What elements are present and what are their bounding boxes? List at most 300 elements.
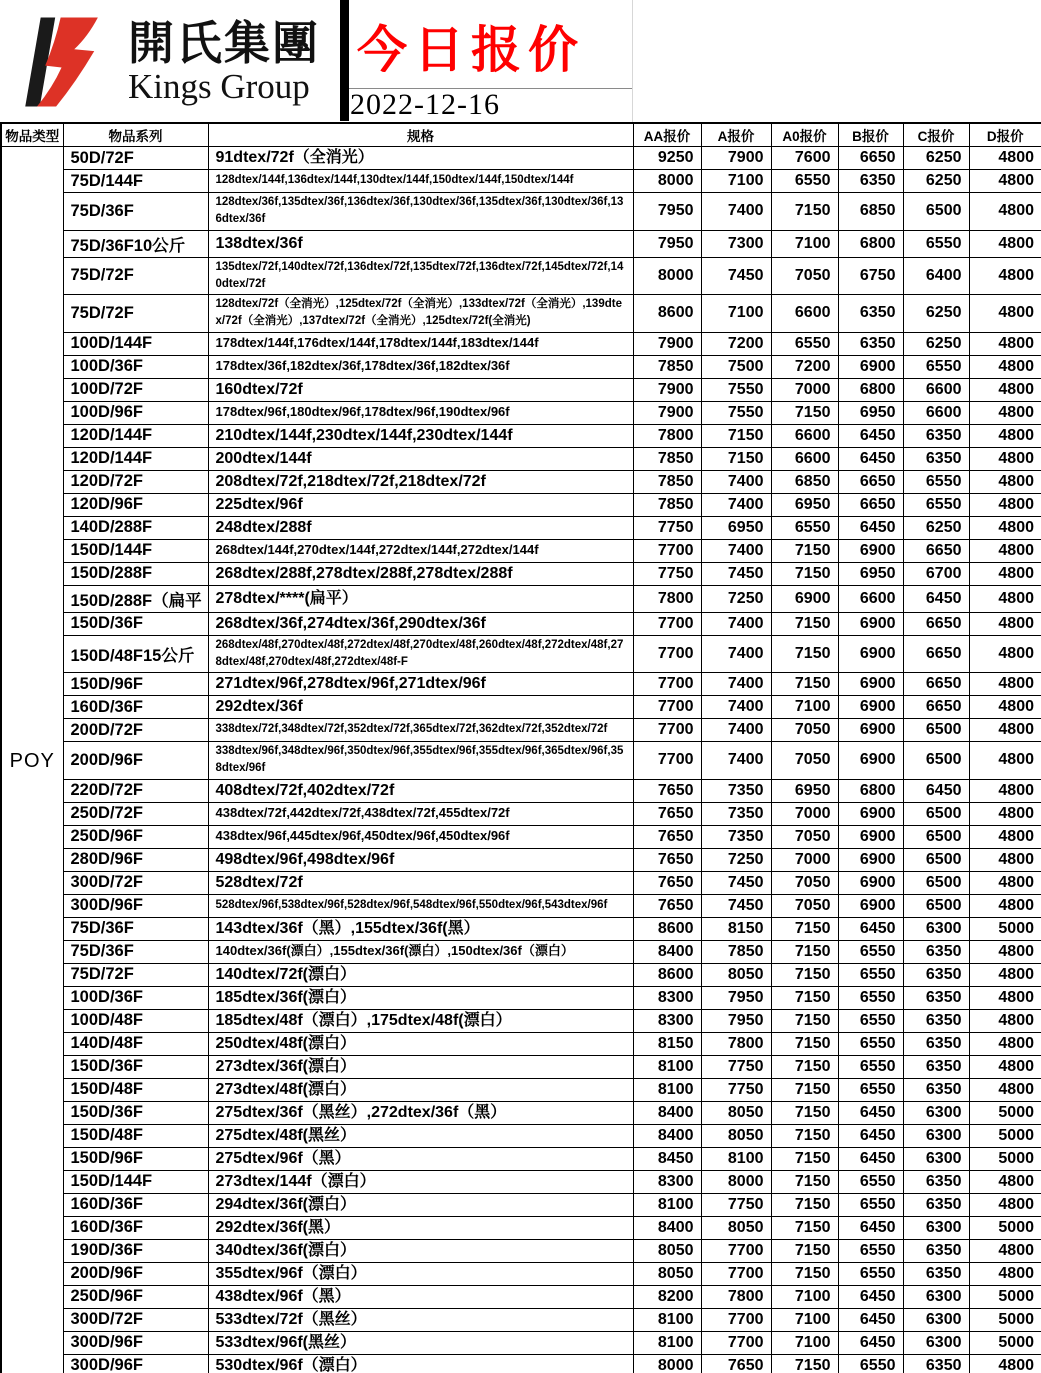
price-cell-d: 5000 <box>969 1331 1041 1354</box>
price-cell-d: 4800 <box>969 635 1041 673</box>
price-cell-aa: 8100 <box>633 1308 701 1331</box>
series-cell: 160D/36F <box>63 1193 208 1216</box>
table-row <box>1 424 1041 447</box>
price-cell-c: 6250 <box>903 147 969 170</box>
series-cell: 100D/48F <box>63 1009 208 1032</box>
price-cell-a: 8050 <box>701 963 771 986</box>
table-row <box>1 635 1041 673</box>
series-cell: 150D/36F <box>63 612 208 635</box>
spec-cell: 355dtex/96f（漂白） <box>208 1262 633 1285</box>
table-row <box>1 1308 1041 1331</box>
price-table <box>0 122 1041 1373</box>
price-cell-d: 4800 <box>969 871 1041 894</box>
series-cell: 120D/144F <box>63 424 208 447</box>
price-cell-c: 6500 <box>903 719 969 742</box>
price-cell-c: 6300 <box>903 1101 969 1124</box>
page-header <box>0 0 1041 122</box>
price-cell-d: 4800 <box>969 470 1041 493</box>
price-cell-c: 6350 <box>903 1193 969 1216</box>
price-cell-c: 6550 <box>903 355 969 378</box>
price-cell-c: 6350 <box>903 447 969 470</box>
price-cell-aa: 8300 <box>633 1170 701 1193</box>
table-row <box>1 917 1041 940</box>
price-cell-b: 6550 <box>838 1009 903 1032</box>
price-cell-aa: 8400 <box>633 1101 701 1124</box>
price-cell-a0: 6600 <box>771 295 838 333</box>
price-cell-a: 7400 <box>701 193 771 231</box>
price-cell-b: 6550 <box>838 986 903 1009</box>
series-cell: 75D/72F <box>63 257 208 295</box>
table-row <box>1 562 1041 585</box>
price-cell-a: 7450 <box>701 257 771 295</box>
company-name-en: Kings Group <box>128 66 310 106</box>
col-header-4: A报价 <box>701 123 771 147</box>
table-row <box>1 825 1041 848</box>
price-cell-aa: 7650 <box>633 802 701 825</box>
spec-cell: 528dtex/72f <box>208 871 633 894</box>
table-row <box>1 170 1041 193</box>
price-cell-b: 6450 <box>838 917 903 940</box>
price-cell-b: 6550 <box>838 1354 903 1373</box>
price-cell-a0: 7050 <box>771 742 838 780</box>
price-cell-a: 7550 <box>701 401 771 424</box>
price-cell-c: 6300 <box>903 1331 969 1354</box>
price-cell-b: 6900 <box>838 802 903 825</box>
price-cell-a0: 7150 <box>771 940 838 963</box>
price-cell-b: 6450 <box>838 1285 903 1308</box>
spec-cell: 292dtex/36f <box>208 696 633 719</box>
spec-cell: 273dtex/36f(漂白） <box>208 1055 633 1078</box>
price-cell-d: 4800 <box>969 779 1041 802</box>
table-row <box>1 1239 1041 1262</box>
table-row <box>1 1331 1041 1354</box>
series-cell: 120D/144F <box>63 447 208 470</box>
series-cell: 200D/72F <box>63 719 208 742</box>
series-cell: 75D/36F <box>63 193 208 231</box>
price-cell-c: 6500 <box>903 871 969 894</box>
price-cell-d: 4800 <box>969 894 1041 917</box>
table-row <box>1 470 1041 493</box>
spec-cell: 533dtex/96f(黑丝） <box>208 1331 633 1354</box>
price-cell-b: 6350 <box>838 332 903 355</box>
price-cell-a: 7150 <box>701 447 771 470</box>
price-cell-b: 6550 <box>838 1262 903 1285</box>
price-cell-d: 5000 <box>969 1308 1041 1331</box>
page-title: 今日报价 <box>357 22 585 78</box>
price-cell-d: 4800 <box>969 230 1041 257</box>
table-row <box>1 332 1041 355</box>
price-cell-a: 7400 <box>701 539 771 562</box>
series-cell: 150D/48F15公斤 <box>63 635 208 673</box>
price-cell-aa: 7700 <box>633 673 701 696</box>
spec-cell: 408dtex/72f,402dtex/72f <box>208 779 633 802</box>
series-cell: 150D/96F <box>63 1147 208 1170</box>
price-cell-aa: 8000 <box>633 1354 701 1373</box>
table-row <box>1 1262 1041 1285</box>
table-row <box>1 719 1041 742</box>
price-cell-a: 8050 <box>701 1101 771 1124</box>
series-cell: 150D/144F <box>63 539 208 562</box>
price-cell-b: 6550 <box>838 1239 903 1262</box>
price-cell-aa: 7700 <box>633 612 701 635</box>
price-cell-c: 6300 <box>903 1216 969 1239</box>
spec-cell: 294dtex/36f(漂白） <box>208 1193 633 1216</box>
price-cell-c: 6500 <box>903 848 969 871</box>
spec-cell: 140dtex/36f(漂白）,155dtex/36f(漂白）,150dtex/36f（漂白） <box>208 940 633 963</box>
spec-cell: 292dtex/36f(黑） <box>208 1216 633 1239</box>
price-cell-aa: 8600 <box>633 917 701 940</box>
price-cell-c: 6350 <box>903 1055 969 1078</box>
price-cell-c: 6350 <box>903 940 969 963</box>
price-cell-b: 6600 <box>838 585 903 612</box>
price-cell-a: 8100 <box>701 1147 771 1170</box>
price-cell-c: 6300 <box>903 1308 969 1331</box>
price-cell-c: 6350 <box>903 963 969 986</box>
series-cell: 150D/36F <box>63 1055 208 1078</box>
price-cell-d: 4800 <box>969 170 1041 193</box>
price-cell-a: 7400 <box>701 470 771 493</box>
price-cell-a0: 7600 <box>771 147 838 170</box>
price-cell-c: 6650 <box>903 612 969 635</box>
price-cell-b: 6900 <box>838 696 903 719</box>
price-cell-aa: 8100 <box>633 1193 701 1216</box>
spec-cell: 338dtex/96f,348dtex/96f,350dtex/96f,355dtex/96f,355dtex/96f,365dtex/96f,358dtex/96f <box>208 742 633 780</box>
spec-cell: 275dtex/36f（黑丝）,272dtex/36f（黑） <box>208 1101 633 1124</box>
price-cell-a0: 7150 <box>771 1170 838 1193</box>
spec-cell: 498dtex/96f,498dtex/96f <box>208 848 633 871</box>
price-cell-c: 6650 <box>903 635 969 673</box>
table-row <box>1 894 1041 917</box>
series-cell: 150D/288F（扁平 <box>63 585 208 612</box>
table-row <box>1 1032 1041 1055</box>
price-cell-d: 5000 <box>969 1285 1041 1308</box>
price-cell-c: 6350 <box>903 1170 969 1193</box>
price-cell-a0: 7050 <box>771 825 838 848</box>
table-row <box>1 742 1041 780</box>
price-cell-d: 5000 <box>969 1216 1041 1239</box>
col-header-5: A0报价 <box>771 123 838 147</box>
price-cell-a: 7200 <box>701 332 771 355</box>
price-cell-a0: 7150 <box>771 1354 838 1373</box>
table-row <box>1 493 1041 516</box>
price-cell-a: 7400 <box>701 673 771 696</box>
price-cell-aa: 7650 <box>633 779 701 802</box>
price-cell-d: 4800 <box>969 378 1041 401</box>
table-row <box>1 447 1041 470</box>
price-cell-a0: 6950 <box>771 779 838 802</box>
spec-cell: 338dtex/72f,348dtex/72f,352dtex/72f,365dtex/72f,362dtex/72f,352dtex/72f <box>208 719 633 742</box>
price-cell-b: 6450 <box>838 447 903 470</box>
company-name-cn: 開氏集團 <box>128 17 320 69</box>
spec-cell: 530dtex/96f（漂白） <box>208 1354 633 1373</box>
price-cell-c: 6300 <box>903 1285 969 1308</box>
table-row <box>1 1101 1041 1124</box>
spec-cell: 275dtex/96f（黑） <box>208 1147 633 1170</box>
price-cell-b: 6650 <box>838 493 903 516</box>
col-header-0: 物品类型 <box>1 123 63 147</box>
price-cell-d: 4800 <box>969 986 1041 1009</box>
price-cell-b: 6900 <box>838 673 903 696</box>
price-cell-b: 6650 <box>838 147 903 170</box>
series-cell: 190D/36F <box>63 1239 208 1262</box>
spec-cell: 128dtex/72f（全消光）,125dtex/72f（全消光）,133dtex/72f（全消光）,139dtex/72f（全消光）,137dtex/72f（全消光）,125dtex/72f(全消光) <box>208 295 633 333</box>
price-cell-b: 6750 <box>838 257 903 295</box>
price-cell-aa: 8300 <box>633 1009 701 1032</box>
price-cell-b: 6900 <box>838 825 903 848</box>
price-cell-b: 6450 <box>838 1216 903 1239</box>
price-cell-aa: 7950 <box>633 193 701 231</box>
price-cell-a0: 6900 <box>771 585 838 612</box>
spec-cell: 143dtex/36f（黑）,155dtex/36f(黑） <box>208 917 633 940</box>
series-cell: 140D/48F <box>63 1032 208 1055</box>
price-cell-a0: 7100 <box>771 230 838 257</box>
series-cell: 150D/144F <box>63 1170 208 1193</box>
price-cell-d: 4800 <box>969 424 1041 447</box>
price-cell-d: 4800 <box>969 585 1041 612</box>
series-cell: 100D/144F <box>63 332 208 355</box>
price-cell-a0: 7100 <box>771 1308 838 1331</box>
spec-cell: 178dtex/36f,182dtex/36f,178dtex/36f,182dtex/36f <box>208 355 633 378</box>
table-row <box>1 355 1041 378</box>
table-row <box>1 585 1041 612</box>
price-cell-b: 6550 <box>838 1193 903 1216</box>
price-cell-a0: 6600 <box>771 447 838 470</box>
spec-cell: 178dtex/96f,180dtex/96f,178dtex/96f,190dtex/96f <box>208 401 633 424</box>
price-cell-aa: 8400 <box>633 1216 701 1239</box>
price-cell-aa: 8600 <box>633 295 701 333</box>
price-cell-b: 6900 <box>838 635 903 673</box>
price-cell-d: 4800 <box>969 940 1041 963</box>
price-cell-a0: 7150 <box>771 635 838 673</box>
price-cell-c: 6450 <box>903 585 969 612</box>
price-cell-c: 6350 <box>903 1354 969 1373</box>
price-cell-a0: 7150 <box>771 1193 838 1216</box>
table-row <box>1 193 1041 231</box>
price-cell-a0: 7150 <box>771 401 838 424</box>
spec-cell: 225dtex/96f <box>208 493 633 516</box>
price-cell-a: 8050 <box>701 1216 771 1239</box>
price-cell-b: 6550 <box>838 1055 903 1078</box>
price-cell-b: 6800 <box>838 378 903 401</box>
spec-cell: 135dtex/72f,140dtex/72f,136dtex/72f,135dtex/72f,136dtex/72f,145dtex/72f,140dtex/72f <box>208 257 633 295</box>
price-cell-b: 6800 <box>838 230 903 257</box>
table-row <box>1 612 1041 635</box>
price-cell-aa: 8150 <box>633 1032 701 1055</box>
table-row <box>1 1055 1041 1078</box>
price-cell-b: 6850 <box>838 193 903 231</box>
price-cell-aa: 8400 <box>633 940 701 963</box>
table-row <box>1 1285 1041 1308</box>
price-cell-a0: 7150 <box>771 1055 838 1078</box>
price-cell-c: 6550 <box>903 230 969 257</box>
price-cell-a: 7150 <box>701 424 771 447</box>
price-cell-aa: 8000 <box>633 170 701 193</box>
price-cell-a0: 6600 <box>771 424 838 447</box>
price-cell-b: 6450 <box>838 516 903 539</box>
price-cell-a0: 7050 <box>771 257 838 295</box>
series-cell: 140D/288F <box>63 516 208 539</box>
price-cell-c: 6300 <box>903 917 969 940</box>
price-cell-a0: 7150 <box>771 917 838 940</box>
price-cell-a: 6950 <box>701 516 771 539</box>
price-cell-a: 7950 <box>701 1009 771 1032</box>
price-cell-a: 7400 <box>701 493 771 516</box>
price-cell-a: 7250 <box>701 848 771 871</box>
table-row <box>1 1216 1041 1239</box>
series-cell: 250D/96F <box>63 825 208 848</box>
price-cell-d: 4800 <box>969 696 1041 719</box>
price-cell-a: 7900 <box>701 147 771 170</box>
price-cell-a0: 7150 <box>771 562 838 585</box>
price-cell-d: 4800 <box>969 1193 1041 1216</box>
spec-cell: 268dtex/288f,278dtex/288f,278dtex/288f <box>208 562 633 585</box>
price-cell-b: 6450 <box>838 1308 903 1331</box>
price-cell-aa: 7750 <box>633 562 701 585</box>
price-cell-a: 7700 <box>701 1239 771 1262</box>
series-cell: 100D/36F <box>63 355 208 378</box>
price-cell-b: 6900 <box>838 871 903 894</box>
price-cell-d: 4800 <box>969 612 1041 635</box>
table-row <box>1 1354 1041 1373</box>
price-cell-aa: 8400 <box>633 1124 701 1147</box>
series-cell: 50D/72F <box>63 147 208 170</box>
table-row <box>1 1009 1041 1032</box>
table-row <box>1 516 1041 539</box>
price-cell-aa: 7850 <box>633 470 701 493</box>
price-cell-a0: 7150 <box>771 986 838 1009</box>
price-cell-aa: 7700 <box>633 539 701 562</box>
spec-cell: 210dtex/144f,230dtex/144f,230dtex/144f <box>208 424 633 447</box>
price-cell-aa: 7850 <box>633 355 701 378</box>
price-cell-a: 7700 <box>701 1331 771 1354</box>
spec-cell: 278dtex/****(扁平） <box>208 585 633 612</box>
price-cell-c: 6600 <box>903 401 969 424</box>
price-cell-a0: 7150 <box>771 1239 838 1262</box>
price-cell-d: 4800 <box>969 562 1041 585</box>
price-cell-aa: 8100 <box>633 1055 701 1078</box>
series-cell: 75D/144F <box>63 170 208 193</box>
price-cell-a: 8050 <box>701 1124 771 1147</box>
price-cell-a: 7350 <box>701 779 771 802</box>
price-cell-c: 6500 <box>903 193 969 231</box>
table-row <box>1 673 1041 696</box>
price-cell-aa: 7800 <box>633 585 701 612</box>
table-row <box>1 779 1041 802</box>
col-header-1: 物品系列 <box>63 123 208 147</box>
price-cell-d: 4800 <box>969 516 1041 539</box>
price-cell-d: 4800 <box>969 401 1041 424</box>
price-cell-a0: 7100 <box>771 1285 838 1308</box>
price-cell-aa: 7950 <box>633 230 701 257</box>
price-cell-a: 7400 <box>701 719 771 742</box>
price-cell-c: 6250 <box>903 332 969 355</box>
series-cell: 300D/96F <box>63 894 208 917</box>
price-cell-a: 7400 <box>701 696 771 719</box>
price-cell-b: 6950 <box>838 562 903 585</box>
price-cell-a0: 7150 <box>771 1262 838 1285</box>
series-cell: 75D/36F <box>63 940 208 963</box>
ks-logo-icon <box>8 10 126 114</box>
price-cell-b: 6900 <box>838 894 903 917</box>
series-cell: 120D/96F <box>63 493 208 516</box>
price-cell-d: 4800 <box>969 1170 1041 1193</box>
table-row <box>1 696 1041 719</box>
price-cell-c: 6350 <box>903 986 969 1009</box>
quote-date: 2022-12-16 <box>350 88 500 121</box>
price-cell-a0: 7100 <box>771 696 838 719</box>
spec-cell: 250dtex/48f(漂白） <box>208 1032 633 1055</box>
price-cell-a: 7400 <box>701 612 771 635</box>
price-cell-b: 6550 <box>838 1078 903 1101</box>
price-cell-d: 4800 <box>969 257 1041 295</box>
price-cell-a0: 7050 <box>771 719 838 742</box>
price-cell-d: 4800 <box>969 493 1041 516</box>
price-cell-aa: 7900 <box>633 332 701 355</box>
price-cell-c: 6350 <box>903 424 969 447</box>
price-cell-d: 4800 <box>969 802 1041 825</box>
price-cell-d: 4800 <box>969 447 1041 470</box>
price-cell-a0: 7150 <box>771 1101 838 1124</box>
price-cell-a0: 6550 <box>771 516 838 539</box>
price-cell-b: 6900 <box>838 719 903 742</box>
price-cell-d: 4800 <box>969 355 1041 378</box>
price-cell-aa: 7900 <box>633 378 701 401</box>
price-cell-c: 6300 <box>903 1147 969 1170</box>
spec-cell: 160dtex/72f <box>208 378 633 401</box>
spec-cell: 200dtex/144f <box>208 447 633 470</box>
price-cell-d: 4800 <box>969 1055 1041 1078</box>
price-cell-a: 7350 <box>701 802 771 825</box>
price-cell-c: 6550 <box>903 470 969 493</box>
price-cell-a0: 6950 <box>771 493 838 516</box>
price-cell-a: 7800 <box>701 1032 771 1055</box>
price-cell-d: 4800 <box>969 719 1041 742</box>
price-cell-d: 4800 <box>969 332 1041 355</box>
price-cell-c: 6500 <box>903 742 969 780</box>
price-cell-a: 7450 <box>701 871 771 894</box>
price-cell-d: 4800 <box>969 1239 1041 1262</box>
spec-cell: 268dtex/48f,270dtex/48f,272dtex/48f,270dtex/48f,260dtex/48f,272dtex/48f,278dtex/48f,270dtex/48f,272dtex/48f-F <box>208 635 633 673</box>
price-cell-a0: 7150 <box>771 539 838 562</box>
table-row <box>1 539 1041 562</box>
spec-cell: 248dtex/288f <box>208 516 633 539</box>
price-cell-d: 4800 <box>969 1262 1041 1285</box>
table-row <box>1 295 1041 333</box>
price-cell-a0: 6850 <box>771 470 838 493</box>
price-cell-d: 4800 <box>969 193 1041 231</box>
price-cell-a: 7750 <box>701 1078 771 1101</box>
table-row <box>1 1078 1041 1101</box>
series-cell: 100D/96F <box>63 401 208 424</box>
spec-cell: 438dtex/96f,445dtex/96f,450dtex/96f,450dtex/96f <box>208 825 633 848</box>
price-cell-a0: 7050 <box>771 871 838 894</box>
price-cell-d: 4800 <box>969 963 1041 986</box>
price-cell-a0: 7150 <box>771 963 838 986</box>
col-header-3: AA报价 <box>633 123 701 147</box>
price-cell-a0: 7150 <box>771 1032 838 1055</box>
table-row <box>1 378 1041 401</box>
price-cell-aa: 7700 <box>633 742 701 780</box>
price-cell-a: 7500 <box>701 355 771 378</box>
price-cell-aa: 7650 <box>633 825 701 848</box>
series-cell: 150D/48F <box>63 1078 208 1101</box>
logo-text <box>128 17 320 106</box>
price-cell-a: 7450 <box>701 562 771 585</box>
price-cell-aa: 7650 <box>633 871 701 894</box>
price-cell-d: 4800 <box>969 1032 1041 1055</box>
series-cell: 160D/36F <box>63 696 208 719</box>
table-row <box>1 1124 1041 1147</box>
